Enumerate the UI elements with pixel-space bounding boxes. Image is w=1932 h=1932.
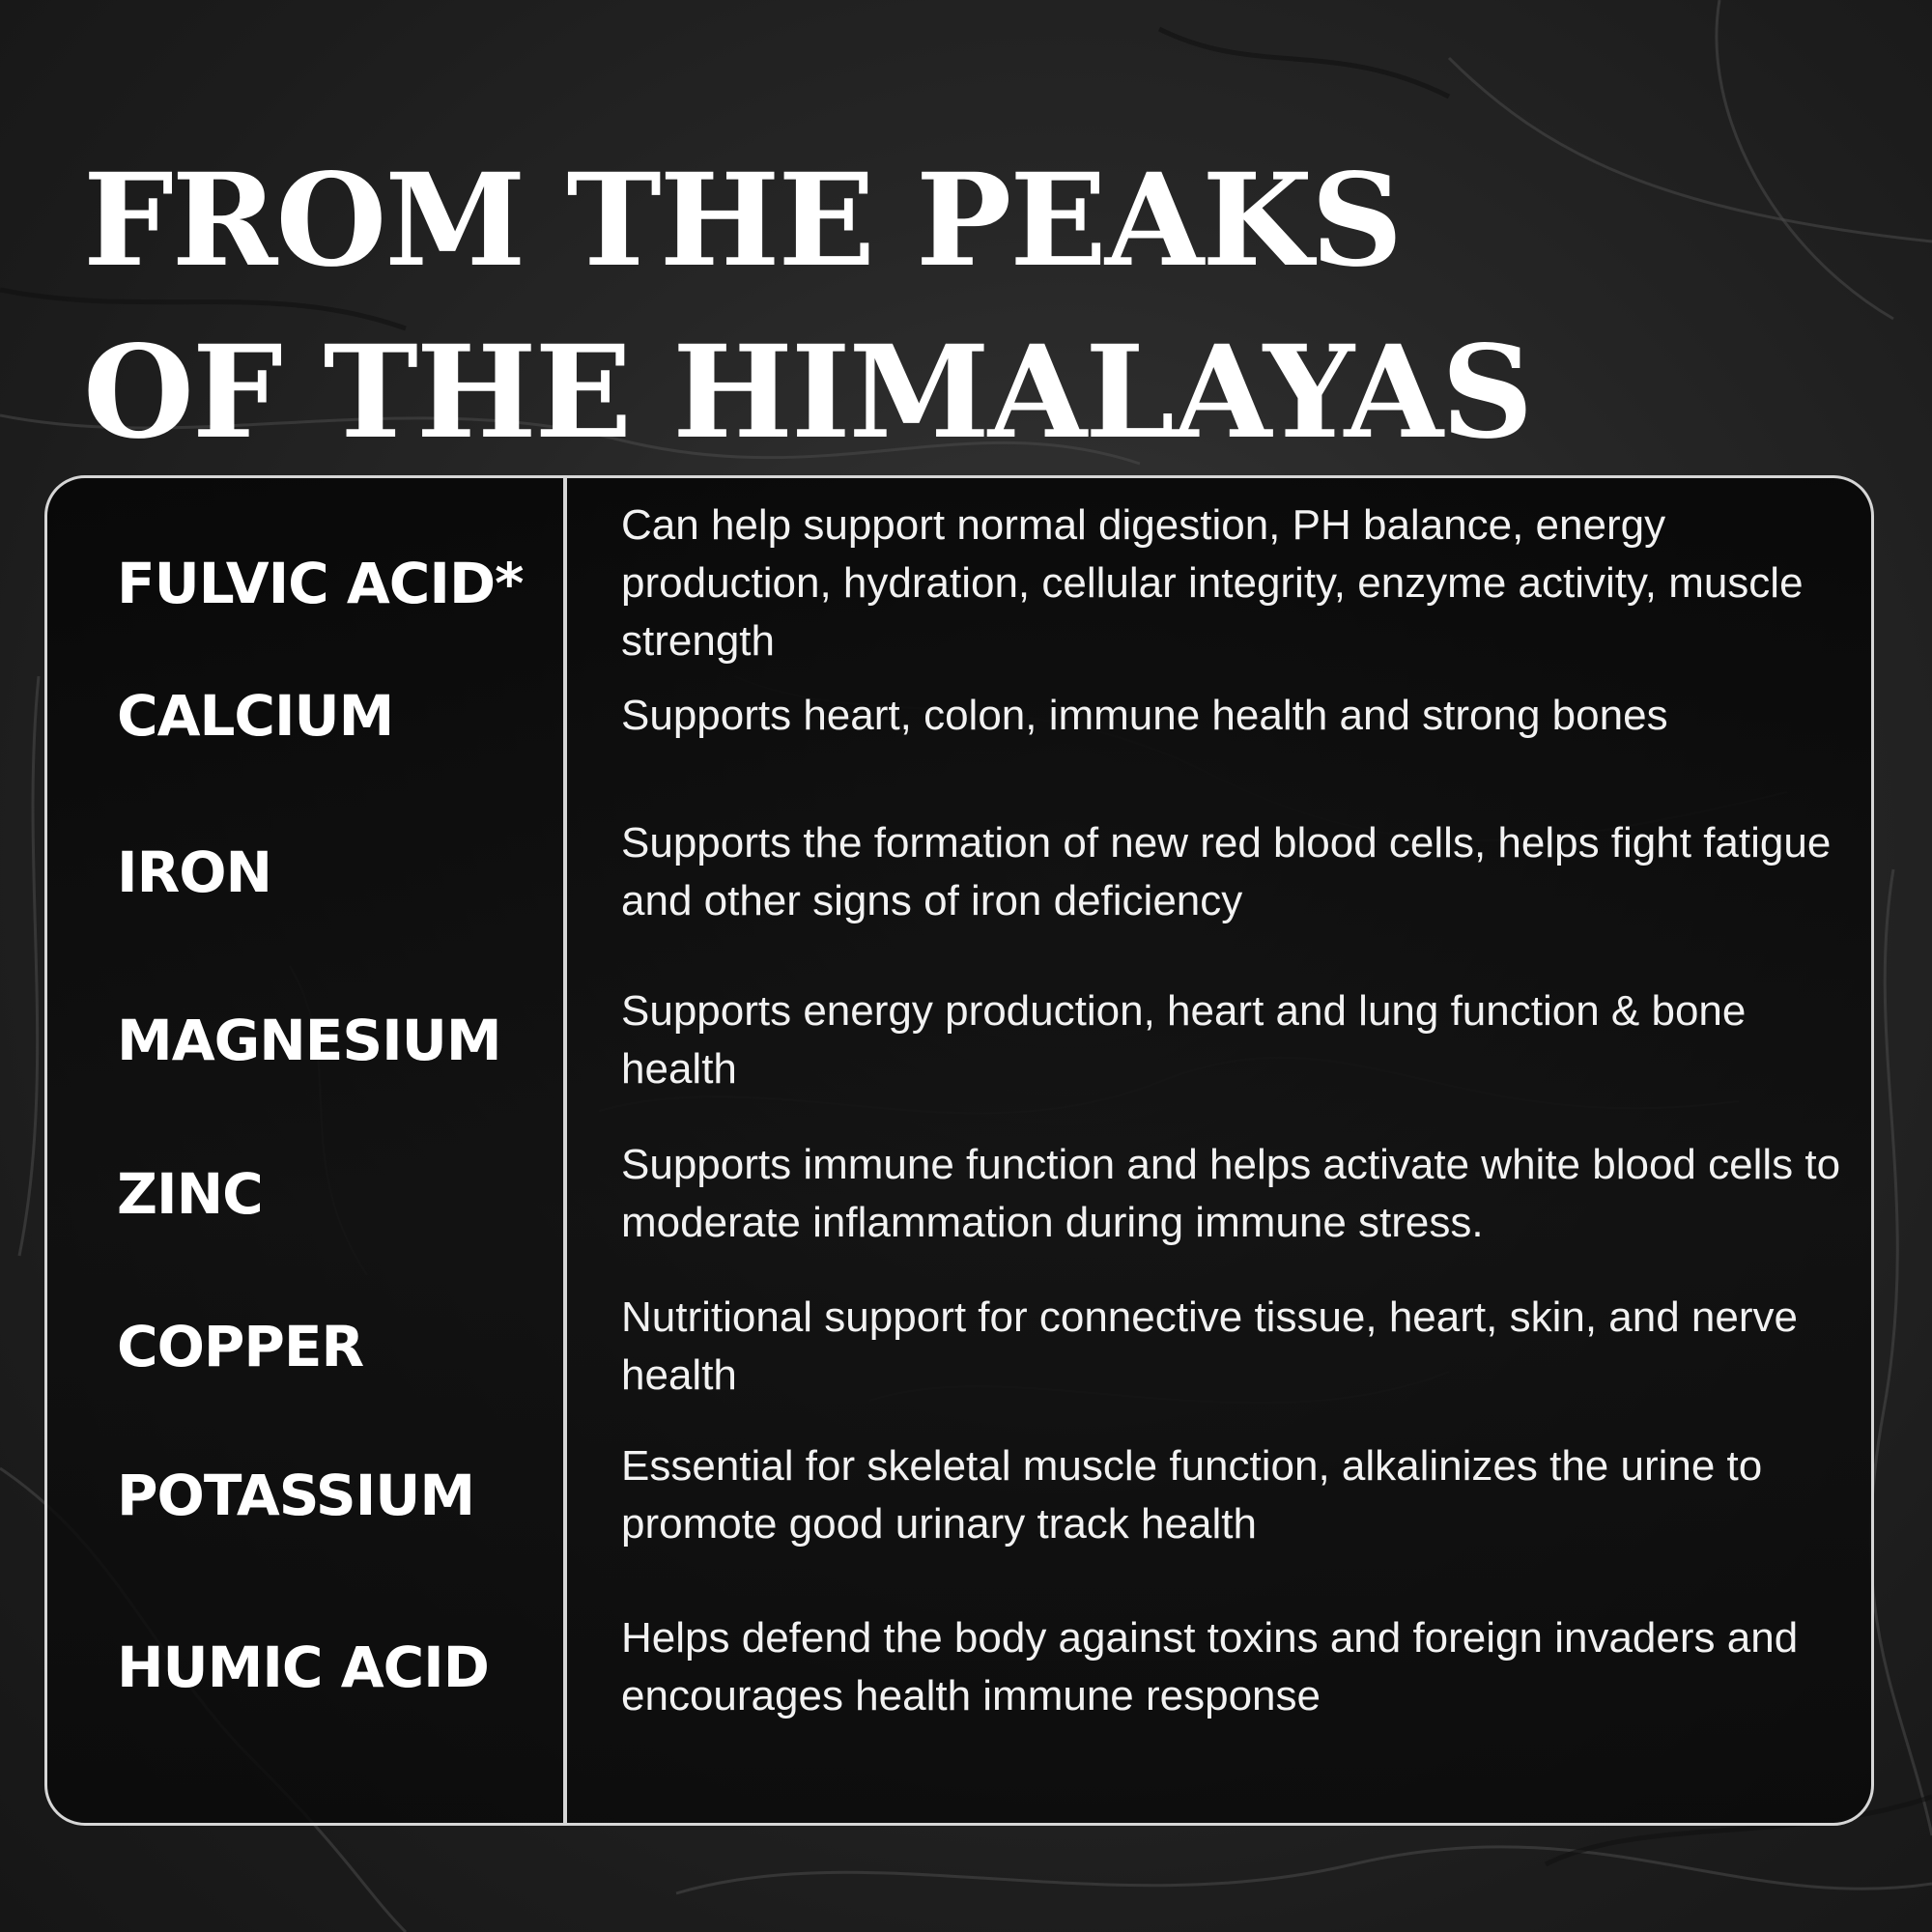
mineral-name: FULVIC ACID*: [117, 551, 524, 616]
table-row: [47, 1609, 1871, 1725]
mineral-description: Supports the formation of new red blood cells, helps fight fatigue and other signs of iron deficiency: [621, 819, 1832, 924]
table-row: [47, 501, 1871, 665]
mineral-name: POTASSIUM: [117, 1463, 475, 1528]
mineral-description: Supports energy production, heart and lung function & bone health: [621, 987, 1747, 1093]
mineral-benefits-table: [44, 475, 1874, 1826]
table-row: [47, 814, 1871, 930]
mineral-description: Supports immune function and helps activate white blood cells to moderate inflammation during immune stress.: [621, 1141, 1841, 1246]
mineral-name: CALCIUM: [117, 683, 394, 749]
table-row: [47, 982, 1871, 1098]
headline: [83, 135, 1531, 479]
mineral-name: HUMIC ACID: [117, 1634, 489, 1700]
mineral-description: Can help support normal digestion, PH balance, energy production, hydration, cellular integrity, enzyme activity, muscle strength: [621, 501, 1804, 665]
mineral-description: Helps defend the body against toxins and foreign invaders and encourages health immune response: [621, 1614, 1799, 1719]
mineral-name: COPPER: [117, 1314, 364, 1379]
mineral-description: Supports heart, colon, immune health and strong bones: [621, 692, 1668, 739]
table-row: [47, 1289, 1871, 1405]
mineral-description: Nutritional support for connective tissue, heart, skin, and nerve health: [621, 1293, 1798, 1399]
table-row: [47, 1437, 1871, 1553]
mineral-name: ZINC: [117, 1161, 263, 1227]
mineral-name: MAGNESIUM: [117, 1008, 501, 1073]
table-row: [47, 671, 1871, 760]
mineral-name: IRON: [117, 839, 272, 905]
headline-line-2: OF THE HIMALAYAS: [83, 318, 1532, 468]
mineral-description: Essential for skeletal muscle function, alkalinizes the urine to promote good urinary track health: [621, 1442, 1763, 1548]
table-row: [47, 1136, 1871, 1252]
headline-line-1: FROM THE PEAKS: [83, 146, 1402, 296]
